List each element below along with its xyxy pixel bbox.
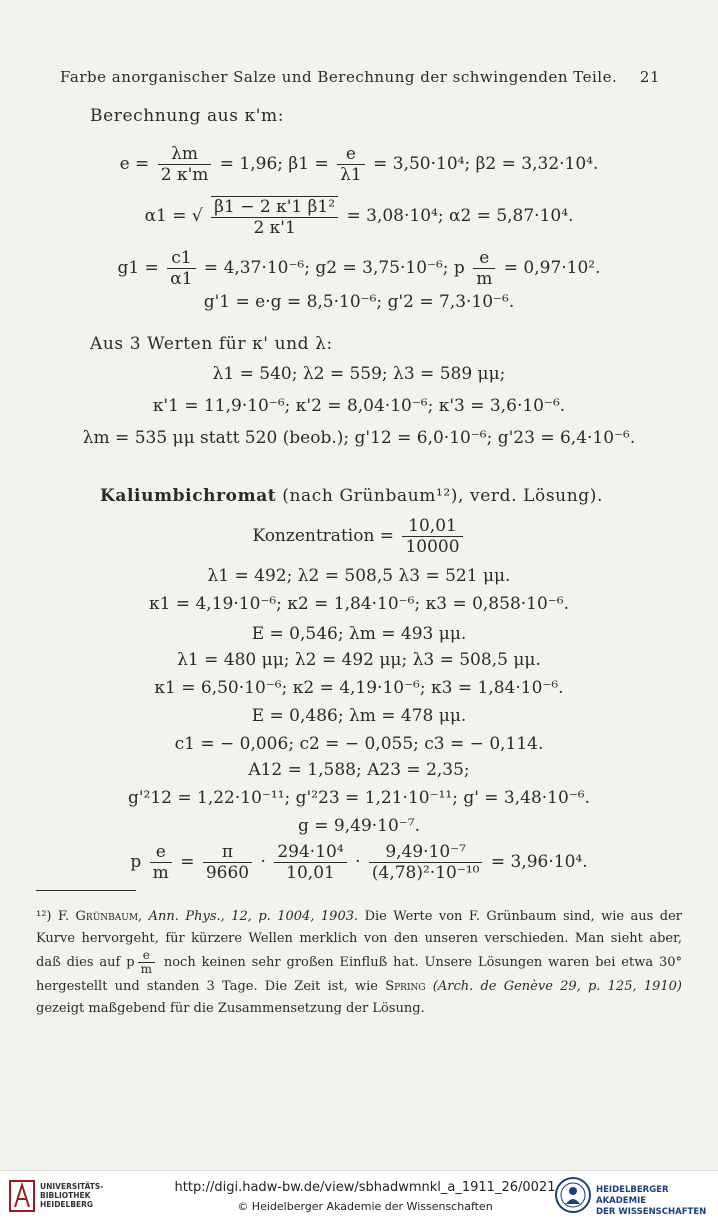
equation-concentration: Konzentration = $\frac{10,01}{10000}$	[0, 512, 718, 560]
footnote-divider	[36, 890, 136, 891]
fraction: $\frac{e}{m}$	[473, 248, 495, 289]
academy-seal-icon	[554, 1176, 592, 1214]
compound-subtitle: (nach Grünbaum¹²), verd. Lösung).	[282, 486, 603, 506]
equation-alpha: α1 = √ $\frac{\text{β1 − 2 κ'1 β1²}}{2 \kappa'1}$ = 3,08·10⁴; α2 = 5,87·10⁴.	[144, 196, 574, 238]
compound-title: Kaliumbichromat	[100, 486, 277, 506]
university-library-logo[interactable]: UNIVERSITÄTS- BIBLIOTHEK HEIDELBERG	[6, 1177, 136, 1215]
copyright-notice: © Heidelberger Akademie der Wissenschaften	[237, 1200, 493, 1213]
fraction: $\frac{10,01}{10000}$	[402, 516, 462, 557]
fraction: $\frac{c1}{\alpha 1}$	[167, 248, 195, 289]
fraction: $\frac{e}{m}$	[150, 842, 172, 883]
equation-line: κ1 = 6,50·10⁻⁶; κ2 = 4,19·10⁻⁶; κ3 = 1,84·10⁻⁶.	[154, 678, 564, 698]
running-title: Farbe anorganischer Salze und Berechnung der schwingenden Teile.	[60, 68, 618, 86]
footnote-text: noch keinen sehr großen Einfluß hat. Unsere Lösungen waren bei etwa 30° hergestellt und standen 3 Tage. Die Zeit ist, wie	[36, 955, 682, 994]
fraction: $\frac{\text{β1 − 2 κ'1 β1²}}{2 \kappa'1}$	[211, 196, 338, 238]
footnote-citation: (Arch. de Genève 29, p. 125, 1910)	[432, 979, 682, 994]
permalink[interactable]: http://digi.hadw-bw.de/view/sbhadwmnkl_a_1911_26/0021	[174, 1180, 556, 1195]
equation-line: E = 0,546; λm = 493 μμ.	[251, 624, 467, 644]
equation-g-prime: g'1 = e·g = 8,5·10⁻⁶; g'2 = 7,3·10⁻⁶.	[203, 292, 515, 312]
equation-kappa-values: κ'1 = 11,9·10⁻⁶; κ'2 = 8,04·10⁻⁶; κ'3 = 3,6·10⁻⁶.	[152, 396, 566, 416]
fraction: $\frac{\pi}{9660}$	[203, 842, 252, 883]
equation-line: A12 = 1,588; A23 = 2,35;	[248, 760, 470, 780]
fraction: $\frac{e}{\lambda 1}$	[337, 144, 365, 185]
academy-logo[interactable]: HEIDELBERGER AKADEMIE DER WISSENSCHAFTEN	[552, 1175, 718, 1215]
footnote-text: gezeigt maßgebend für die Zusammensetzung der Lösung.	[36, 1000, 425, 1016]
equation-line: g'²12 = 1,22·10⁻¹¹; g'²23 = 1,21·10⁻¹¹; g' = 3,48·10⁻⁶.	[127, 788, 591, 808]
equation-lambda-values: λ1 = 540; λ2 = 559; λ3 = 589 μμ;	[212, 364, 506, 384]
footnote-text: Die Werte von F. Grünbaum sind, wie aus der Kurve hervorgeht, für kürzere Wellen merklich von den unseren verschieden. Man sieht aber, daß dies auf	[36, 909, 682, 970]
section-heading-berechnung: Berechnung aus κ'm:	[90, 106, 285, 126]
equation-final-p: p $\frac{e}{m}$ = $\frac{\pi}{9660}$ · $\frac{\text{294·10⁴}}{10,01}$ · $\frac{\text{9,49·10⁻⁷}}{\text{(4,78)²·10⁻¹⁰}}$ = 3,96·10⁴.	[130, 842, 588, 883]
footnote-author: F. Grünbaum,	[57, 909, 143, 924]
fraction: $\frac{\text{9,49·10⁻⁷}}{\text{(4,78)²·10⁻¹⁰}}$	[369, 842, 483, 883]
fraction: $\frac{\text{294·10⁴}}{10,01}$	[274, 842, 346, 883]
footnote: ¹²) F. Grünbaum, Ann. Phys., 12, p. 1004, 1903. Die Werte von F. Grünbaum sind, wie aus der Kurve hervorgeht, für kürzere Wellen merklich von den unseren verschieden. Man sieht aber, daß dies auf p $\frac{e}{m}$ noch keinen sehr großen Einfluß hat. Unsere Lösungen waren bei etwa 30° hergestellt und standen 3 Tage. Die Zeit ist, wie Spring (Arch. de Genève 29, p. 125, 1910) gezeigt maßgebend für die Zusammensetzung der Lösung.	[36, 909, 682, 1016]
viewer-footer	[0, 1170, 718, 1219]
fraction: $\frac{e}{m}$	[138, 949, 155, 976]
library-emblem-icon	[8, 1179, 36, 1213]
equation-line: λ1 = 480 μμ; λ2 = 492 μμ; λ3 = 508,5 μμ.	[177, 650, 541, 670]
footnote-marker: ¹²)	[36, 909, 52, 924]
section-heading-aus-3-werten: Aus 3 Werten für κ' und λ:	[90, 334, 333, 354]
equation-line: c1 = − 0,006; c2 = − 0,055; c3 = − 0,114.	[174, 734, 544, 754]
equation-line: κ1 = 4,19·10⁻⁶; κ2 = 1,84·10⁻⁶; κ3 = 0,858·10⁻⁶.	[149, 594, 569, 614]
equation-line: λ1 = 492; λ2 = 508,5 λ3 = 521 μμ.	[207, 566, 511, 586]
equation-e: e = $\frac{\lambda m}{2 \kappa'm}$ = 1,96; β1 = $\frac{e}{\lambda 1}$ = 3,50·10⁴; β2 = 3,32·10⁴.	[119, 144, 599, 185]
equation-g: g1 = $\frac{c1}{\alpha 1}$ = 4,37·10⁻⁶; g2 = 3,75·10⁻⁶; p $\frac{e}{m}$ = 0,97·10².	[117, 248, 601, 289]
running-header	[60, 68, 660, 86]
equation-line: E = 0,486; λm = 478 μμ.	[251, 706, 467, 726]
fraction: $\frac{\lambda m}{2 \kappa'm}$	[158, 144, 212, 185]
equation-line: g = 9,49·10⁻⁷.	[297, 816, 420, 836]
footnote-author: Spring	[385, 979, 426, 994]
footnote-citation: Ann. Phys., 12, p. 1004, 1903.	[148, 909, 359, 924]
equation-lambda-m: λm = 535 μμ statt 520 (beob.); g'12 = 6,0·10⁻⁶; g'23 = 6,4·10⁻⁶.	[82, 428, 636, 448]
section-heading-kaliumbichromat	[100, 486, 603, 506]
page-number: 21	[639, 68, 660, 86]
